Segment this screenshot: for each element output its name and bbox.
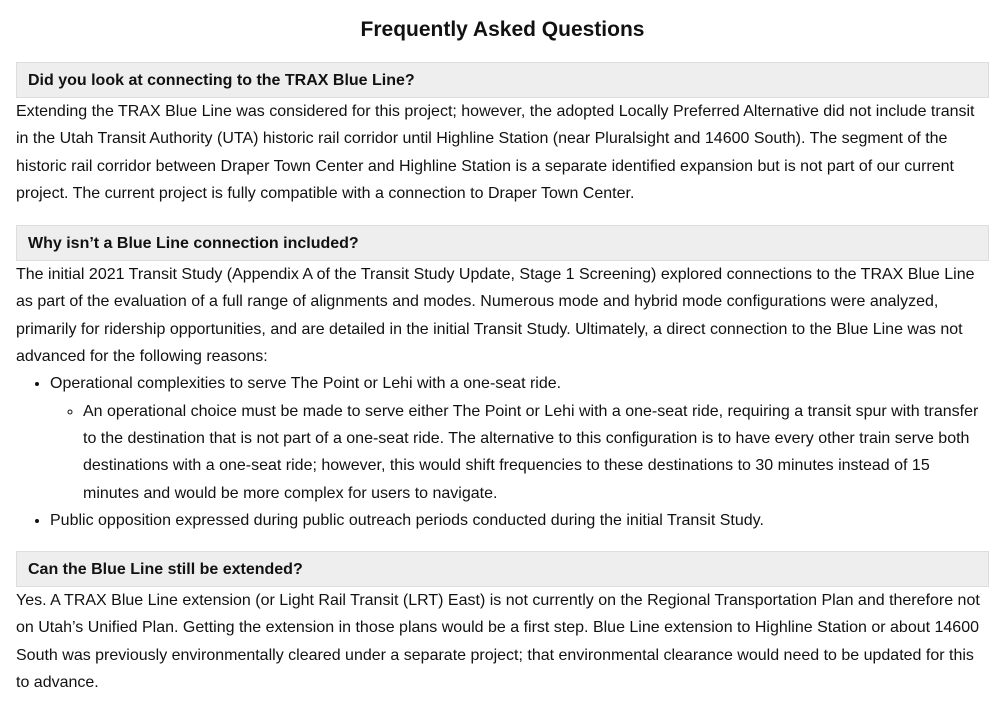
- faq-section-3: [16, 551, 989, 696]
- reason-item-1: [50, 370, 989, 506]
- faq-section-1: [16, 62, 989, 207]
- reason-item-1-text: Operational complexities to serve The Point or Lehi with a one-seat ride.: [50, 375, 562, 393]
- reason-subitem-1-text: An operational choice must be made to serve either The Point or Lehi with a one-seat ride, requiring a transit spur with transfer to the destination that is not part of a one-seat ride. The alternative to this configuration is to have every other train serve both destinations with a one-seat ride; however, this would shift frequencies to these destinations to 30 minutes instead of 15 minutes and would be more complex for users to navigate.: [83, 402, 979, 502]
- reason-item-2: [50, 507, 989, 534]
- faq-answer-1: [16, 98, 989, 207]
- page-title: Frequently Asked Questions: [360, 18, 645, 41]
- reason-subitem-1: [83, 398, 989, 507]
- reason-sublist: [50, 398, 989, 507]
- faq-question-3: Can the Blue Line still be extended?: [16, 551, 989, 587]
- faq-answer-3: [16, 587, 989, 696]
- faq-answer-1-text: Extending the TRAX Blue Line was considered for this project; however, the adopted Locally Preferred Alternative did not include transit in the Utah Transit Authority (UTA) historic rail corridor until Highline Station (near Pluralsight and 14600 South). The segment of the historic rail corridor between Draper Town Center and Highline Station is a separate identified expansion but is not part of our current project. The current project is fully compatible with a connection to Draper Town Center.: [16, 103, 975, 202]
- faq-question-1: Did you look at connecting to the TRAX Blue Line?: [16, 62, 989, 98]
- faq-question-2: Why isn’t a Blue Line connection included?: [16, 225, 989, 261]
- reasons-list: [16, 370, 989, 534]
- faq-answer-2: [16, 261, 989, 534]
- faq-answer-2-text: The initial 2021 Transit Study (Appendix A of the Transit Study Update, Stage 1 Screening) explored connections to the TRAX Blue Line as part of the evaluation of a full range of alignments and modes. Numerous mode and hybrid mode configurations were analyzed, primarily for ridership opportunities, and are detailed in the initial Transit Study. Ultimately, a direct connection to the Blue Line was not advanced for the following reasons:: [16, 266, 975, 366]
- faq-section-2: [16, 225, 989, 534]
- reason-item-2-text: Public opposition expressed during public outreach periods conducted during the initial Transit Study.: [50, 511, 764, 529]
- faq-answer-3-text: Yes. A TRAX Blue Line extension (or Light Rail Transit (LRT) East) is not currently on the Regional Transportation Plan and therefore not on Utah’s Unified Plan. Getting the extension in those plans would be a first step. Blue Line extension to Highline Station or about 14600 South was previously environmentally cleared under a separate project; that environmental clearance would need to be updated for this to advance.: [16, 592, 980, 692]
